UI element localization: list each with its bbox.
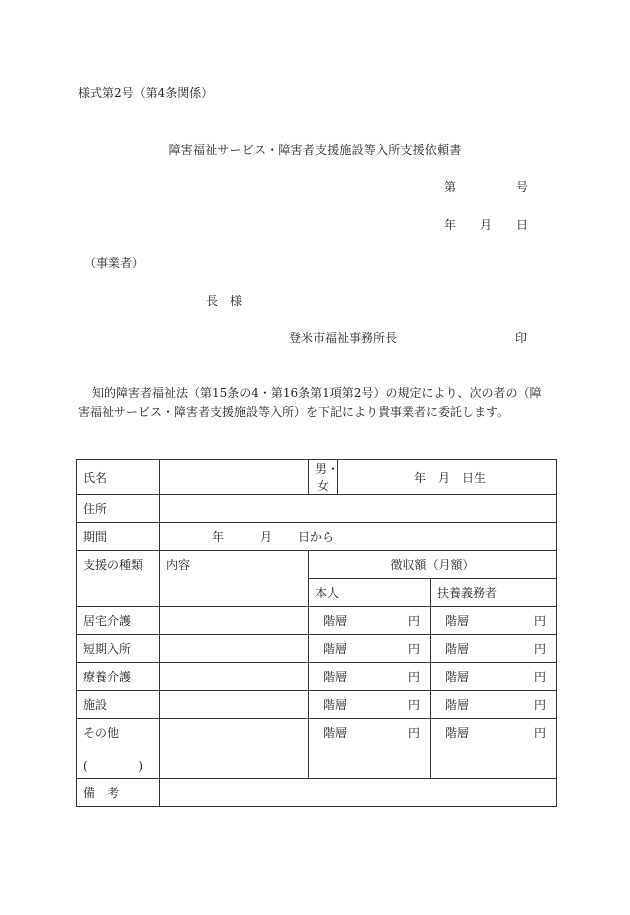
support-type-name: 療養介護	[77, 663, 160, 691]
date-month: 月	[480, 218, 493, 232]
gender-field[interactable]: 男・女	[309, 460, 338, 495]
other-label: その他	[83, 726, 120, 740]
address-row	[77, 495, 557, 523]
name-row	[77, 460, 557, 495]
other-support-row	[77, 719, 557, 779]
remarks-label: 備 考	[77, 779, 160, 807]
self-fee-field[interactable]: 階層 円	[309, 691, 431, 719]
content-field[interactable]	[160, 663, 309, 691]
support-row	[77, 607, 557, 635]
content-field[interactable]	[160, 635, 309, 663]
self-label: 本人	[309, 579, 431, 607]
address-label: 住所	[77, 495, 160, 523]
support-type-label: 支援の種類	[77, 551, 160, 607]
recipient-honorific: 長 様	[206, 294, 243, 308]
content-field[interactable]	[160, 691, 309, 719]
guardian-fee-field[interactable]: 階層 円	[431, 719, 557, 779]
self-fee-field[interactable]: 階層 円	[309, 607, 431, 635]
address-field[interactable]	[160, 495, 557, 523]
fee-label: 徴収額（月額）	[309, 551, 557, 579]
doc-number-prefix: 第	[444, 180, 457, 194]
recipient-business: （事業者）	[84, 256, 145, 270]
seal-mark: 印	[515, 331, 528, 345]
support-header-row	[77, 551, 557, 579]
document-title: 障害福祉サービス・障害者支援施設等入所支援依頼書	[168, 143, 462, 157]
period-row	[77, 523, 557, 551]
content-field[interactable]	[160, 719, 309, 779]
guardian-fee-field[interactable]: 階層 円	[431, 607, 557, 635]
support-row	[77, 691, 557, 719]
sender-name: 登米市福祉事務所長	[289, 331, 398, 345]
guardian-label: 扶養義務者	[431, 579, 557, 607]
remarks-field[interactable]	[160, 779, 557, 807]
self-fee-field[interactable]: 階層 円	[309, 663, 431, 691]
name-field[interactable]	[160, 460, 309, 495]
date-day: 日	[515, 218, 528, 232]
body-text: 知的障害者福祉法（第15条の4・第16条第1項第2号）の規定により、次の者の（障害福祉サービス・障害者支援施設等入所）を下記により貴事業者に委託します。	[78, 386, 542, 419]
content-field[interactable]	[160, 607, 309, 635]
other-paren[interactable]: ( )	[83, 759, 143, 773]
period-label: 期間	[77, 523, 160, 551]
form-number: 様式第2号（第4条関係）	[78, 86, 214, 100]
period-from: 日から	[298, 530, 335, 544]
name-label: 氏名	[77, 460, 160, 495]
date-year: 年	[444, 218, 457, 232]
support-row	[77, 663, 557, 691]
content-label: 内容	[160, 551, 309, 607]
other-support-cell	[77, 719, 160, 779]
guardian-fee-field[interactable]: 階層 円	[431, 663, 557, 691]
guardian-fee-field[interactable]: 階層 円	[431, 691, 557, 719]
doc-number-suffix: 号	[515, 180, 528, 194]
support-row	[77, 635, 557, 663]
period-month: 月	[260, 530, 273, 544]
self-fee-field[interactable]: 階層 円	[309, 635, 431, 663]
birth-date-field[interactable]: 年 月 日生	[338, 460, 557, 495]
support-type-name: 短期入所	[77, 635, 160, 663]
period-year: 年	[212, 530, 225, 544]
support-type-name: 施設	[77, 691, 160, 719]
support-type-name: 居宅介護	[77, 607, 160, 635]
period-field[interactable]	[160, 523, 557, 551]
guardian-fee-field[interactable]: 階層 円	[431, 635, 557, 663]
request-form-table	[76, 459, 557, 807]
self-fee-field[interactable]: 階層 円	[309, 719, 431, 779]
remarks-row	[77, 779, 557, 807]
